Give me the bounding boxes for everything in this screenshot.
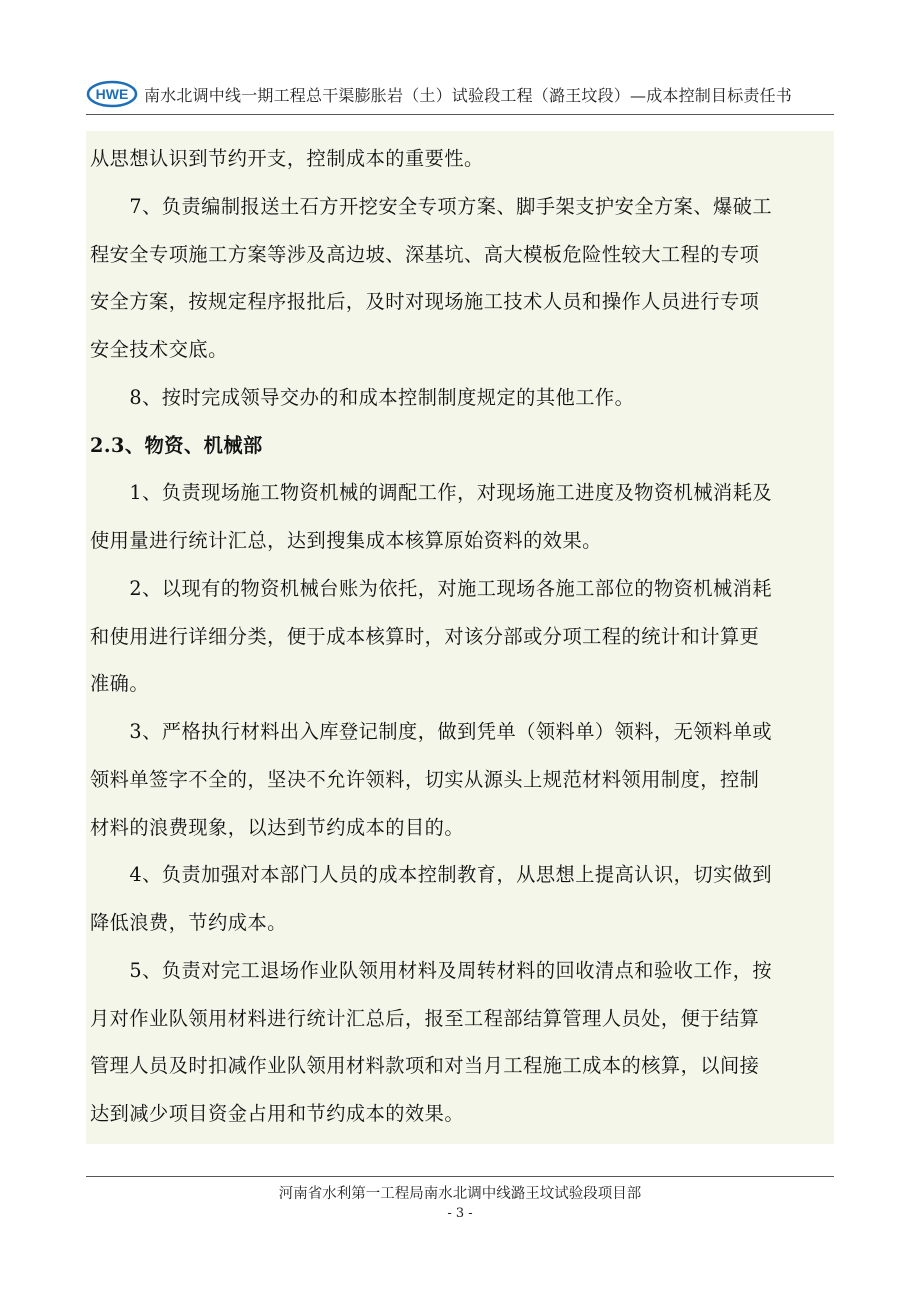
- document-body: [86, 131, 834, 1144]
- header-title: 南水北调中线一期工程总干渠膨胀岩（土）试验段工程（潞王坟段）—成本控制目标责任书: [144, 85, 793, 105]
- body-line: 7、负责编制报送土石方开挖安全专项方案、脚手架支护安全方案、爆破工: [90, 195, 773, 218]
- page-number: - 3 -: [447, 1206, 473, 1221]
- logo-text: HWE: [95, 86, 129, 102]
- body-line: 和使用进行详细分类，便于成本核算时，对该分部或分项工程的统计和计算更: [90, 625, 760, 648]
- body-line: 管理人员及时扣减作业队领用材料款项和对当月工程施工成本的核算，以间接: [90, 1054, 760, 1077]
- body-line: 4、负责加强对本部门人员的成本控制教育，从思想上提高认识，切实做到: [90, 863, 773, 886]
- body-line: 2、以现有的物资机械台账为依托，对施工现场各施工部位的物资机械消耗: [90, 577, 773, 600]
- body-line: 达到减少项目资金占用和节约成本的效果。: [90, 1102, 465, 1125]
- body-line: 3、严格执行材料出入库登记制度，做到凭单（领料单）领料，无领料单或: [90, 720, 773, 743]
- body-line: 程安全专项施工方案等涉及高边坡、深基坑、高大模板危险性较大工程的专项: [90, 243, 760, 266]
- footer-org: 河南省水利第一工程局南水北调中线潞王坟试验段项目部: [278, 1186, 642, 1202]
- page-header: [86, 74, 834, 114]
- hwe-logo-icon: [86, 79, 138, 109]
- header-divider: [86, 114, 834, 115]
- body-line: 材料的浪费现象，以达到节约成本的目的。: [90, 816, 465, 839]
- footer-divider: [86, 1176, 834, 1177]
- body-line: 使用量进行统计汇总，达到搜集成本核算原始资料的效果。: [90, 529, 602, 552]
- section-heading: 2.3、物资、机械部: [90, 434, 263, 457]
- body-line: 5、负责对完工退场作业队领用材料及周转材料的回收清点和验收工作，按: [90, 959, 773, 982]
- body-line: 月对作业队领用材料进行统计汇总后，报至工程部结算管理人员处，便于结算: [90, 1007, 760, 1030]
- body-line: 从思想认识到节约开支，控制成本的重要性。: [90, 147, 484, 170]
- body-line: 准确。: [90, 672, 150, 695]
- body-line: 安全方案，按规定程序报批后，及时对现场施工技术人员和操作人员进行专项: [90, 290, 760, 313]
- body-line: 1、负责现场施工物资机械的调配工作，对现场施工进度及物资机械消耗及: [90, 481, 773, 504]
- body-line: 8、按时完成领导交办的和成本控制制度规定的其他工作。: [90, 386, 635, 409]
- body-line: 领料单签字不全的，坚决不允许领料，切实从源头上规范材料领用制度，控制: [90, 768, 760, 791]
- body-line: 降低浪费，节约成本。: [90, 911, 287, 934]
- body-line: 安全技术交底。: [90, 338, 228, 361]
